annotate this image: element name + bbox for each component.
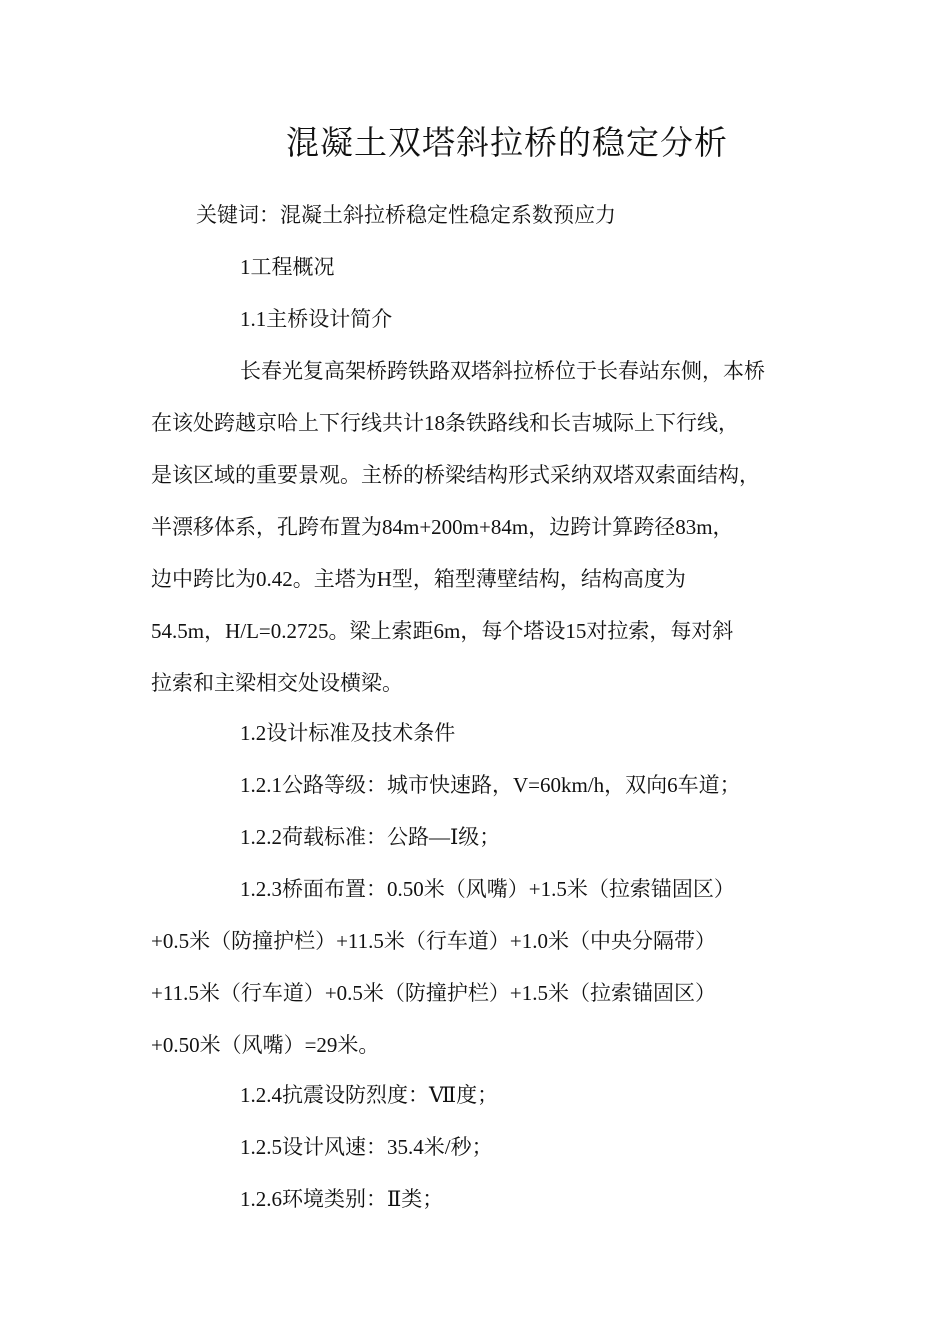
paragraph-line: 长春光复高架桥跨铁路双塔斜拉桥位于长春站东侧，本桥	[240, 359, 765, 383]
spec-item: 1.2.4抗震设防烈度：Ⅶ度；	[240, 1083, 499, 1107]
spec-item-continuation: +0.50米（风嘴）=29米。	[151, 1033, 380, 1057]
paragraph-line: 半漂移体系，孔跨布置为84m+200m+84m，边跨计算跨径83m，	[151, 515, 734, 539]
paragraph-line: 是该区域的重要景观。主桥的桥梁结构形式采纳双塔双索面结构，	[151, 463, 760, 487]
spec-item: 1.2.5设计风速：35.4米/秒；	[240, 1135, 493, 1159]
spec-item: 1.2.3桥面布置：0.50米（风嘴）+1.5米（拉索锚固区）	[240, 877, 735, 901]
paragraph-line: 54.5m，H/L=0.2725。梁上索距6m，每个塔设15对拉索，每对斜	[151, 619, 734, 643]
spec-item-continuation: +11.5米（行车道）+0.5米（防撞护栏）+1.5米（拉索锚固区）	[151, 981, 716, 1005]
paragraph-line: 在该处跨越京哈上下行线共计18条铁路线和长吉城际上下行线，	[151, 411, 739, 435]
paragraph-line: 拉索和主梁相交处设横梁。	[151, 671, 403, 695]
subsection-heading: 1.1主桥设计简介	[240, 307, 393, 331]
paragraph-line: 边中跨比为0.42。主塔为H型，箱型薄壁结构，结构高度为	[151, 567, 686, 591]
spec-item: 1.2.6环境类别：Ⅱ类；	[240, 1187, 444, 1211]
section-heading: 1工程概况	[240, 255, 335, 279]
subsection-heading: 1.2设计标准及技术条件	[240, 721, 456, 745]
document-title: 混凝土双塔斜拉桥的稳定分析	[286, 126, 728, 162]
spec-item-continuation: +0.5米（防撞护栏）+11.5米（行车道）+1.0米（中央分隔带）	[151, 929, 716, 953]
spec-item: 1.2.1公路等级：城市快速路，V=60km/h，双向6车道；	[240, 773, 741, 797]
keywords-line: 关键词：混凝土斜拉桥稳定性稳定系数预应力	[196, 203, 616, 227]
spec-item: 1.2.2荷载标准：公路—Ⅰ级；	[240, 825, 501, 849]
